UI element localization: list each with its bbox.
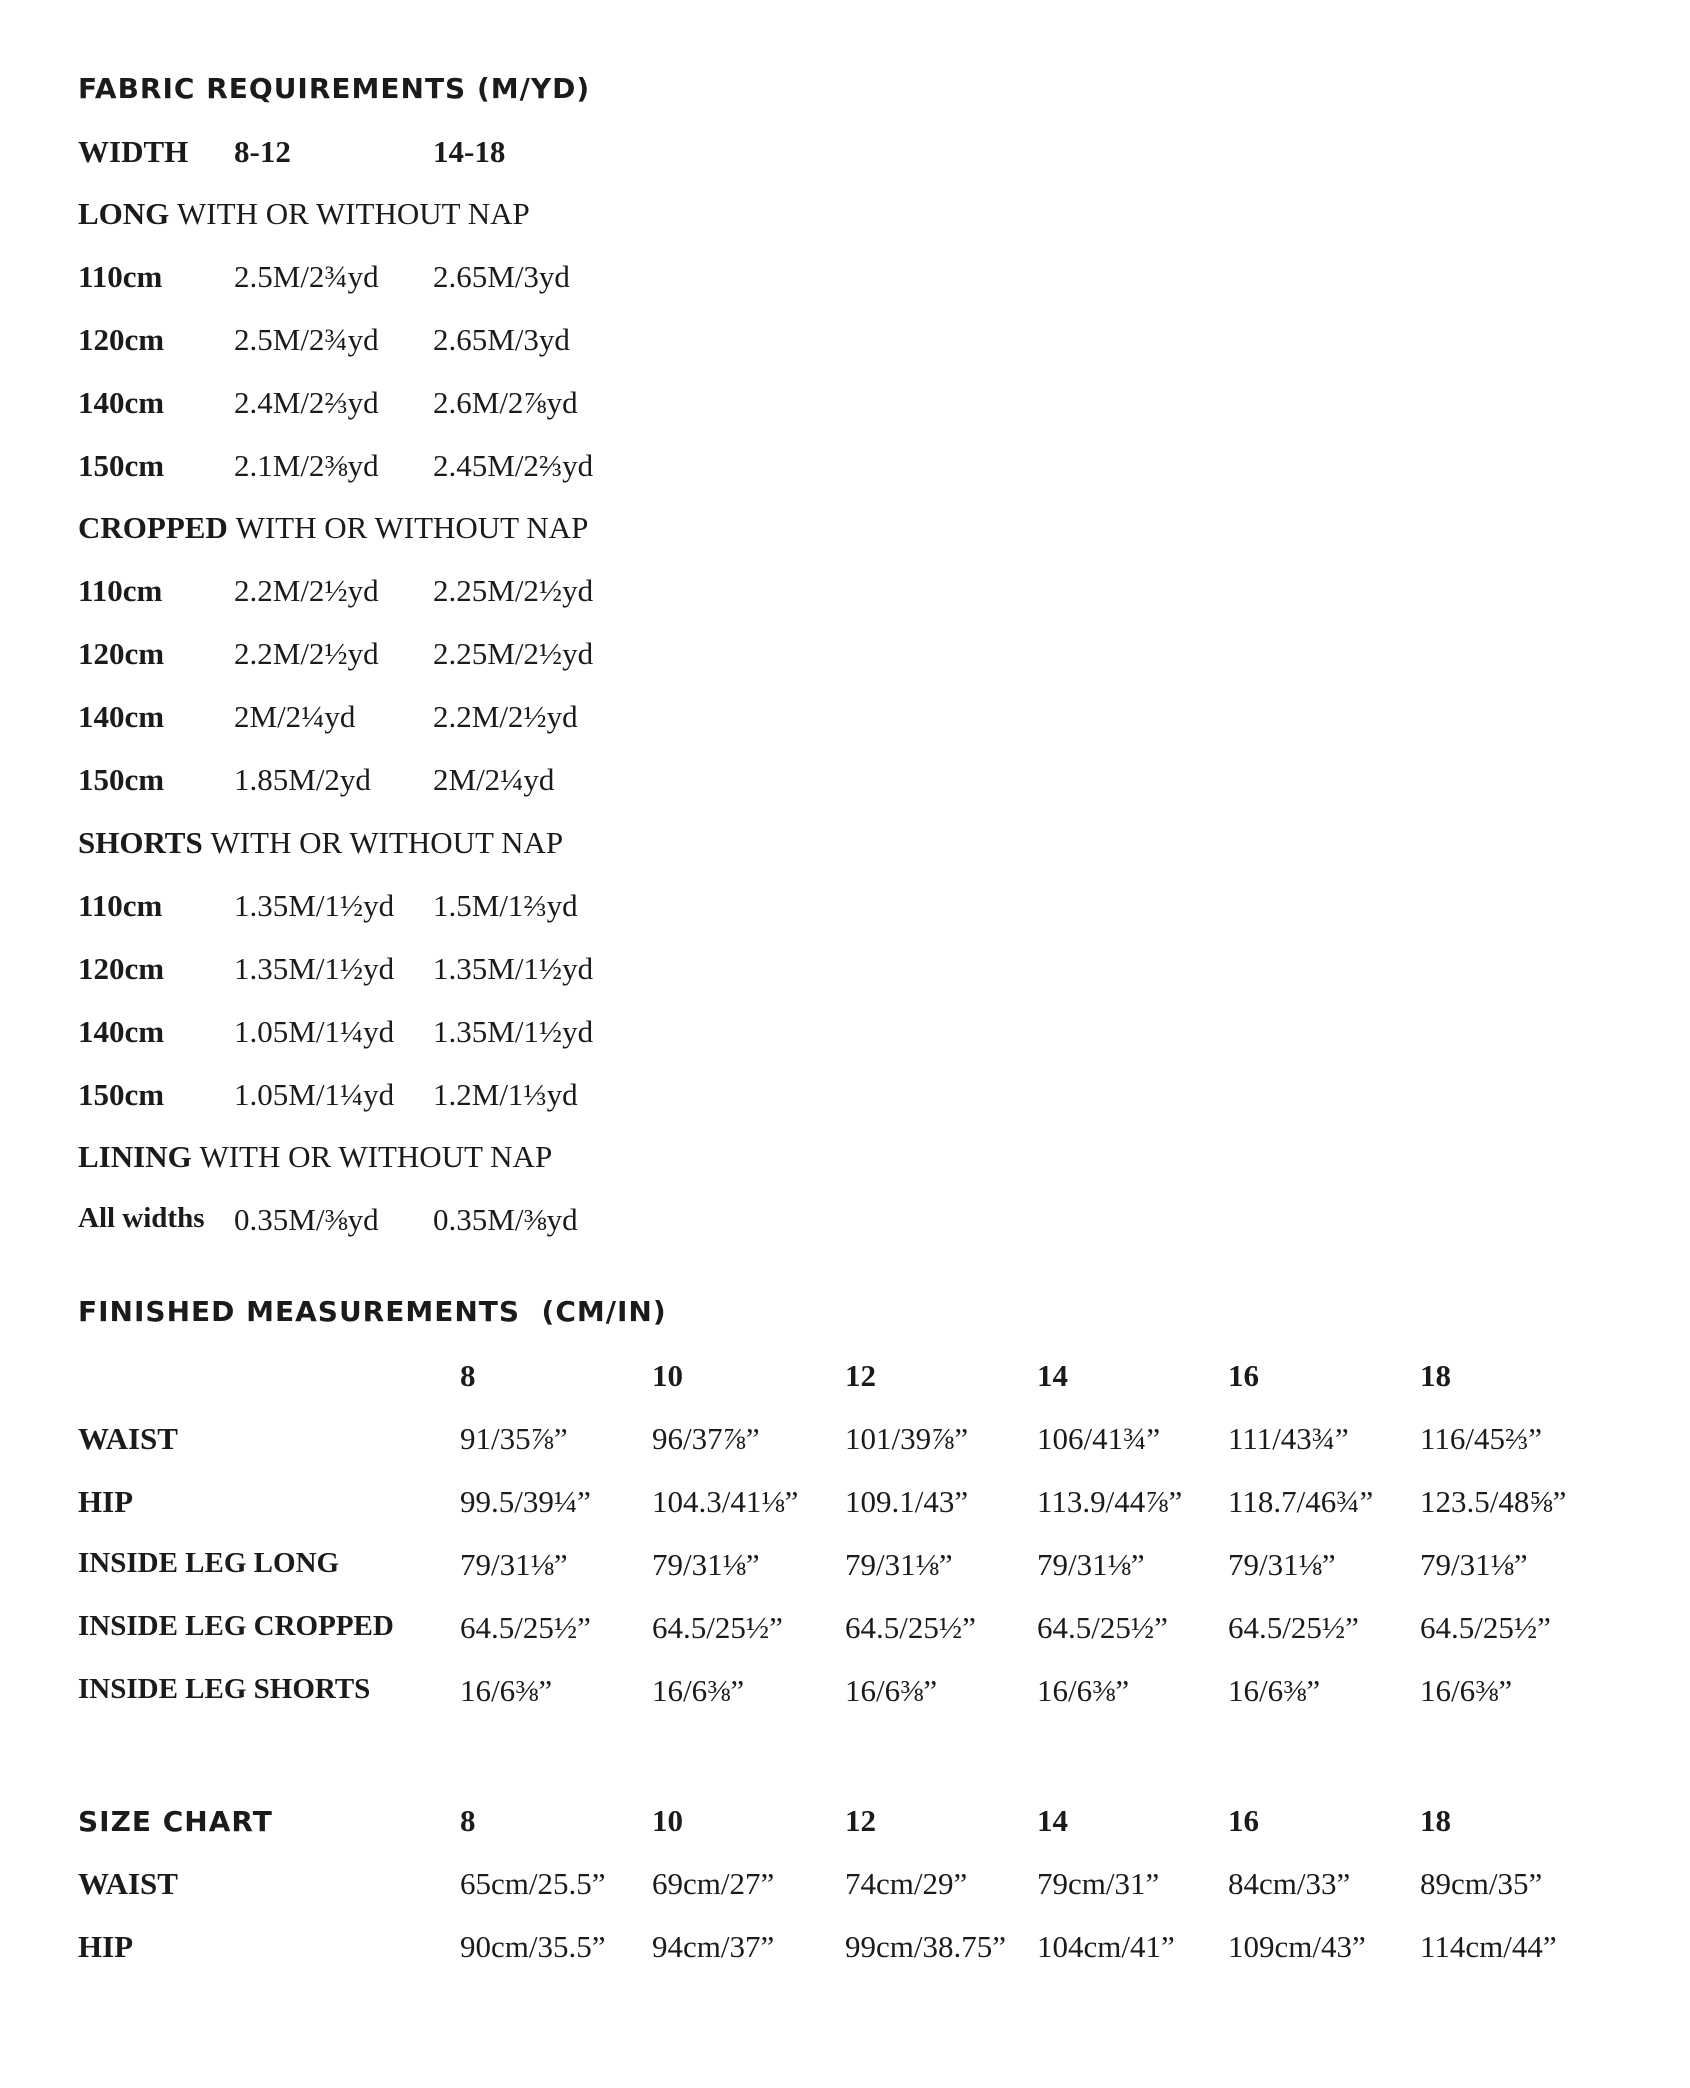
fabric-amount-8-12: 2.2M/2½yd — [234, 573, 379, 608]
measurement-value: 116/45⅔” — [1420, 1421, 1542, 1456]
fabric-amount-14-18: 0.35M/⅜yd — [433, 1202, 578, 1237]
fabric-row — [0, 259, 1690, 299]
size-header: 18 — [1420, 1358, 1451, 1393]
measurement-value: 79/31⅛” — [845, 1547, 953, 1582]
fabric-width: 120cm — [78, 636, 165, 671]
size-chart-value: 99cm/38.75” — [845, 1929, 1006, 1964]
measurement-value: 64.5/25½” — [460, 1610, 591, 1645]
measurement-value: 16/6⅜” — [652, 1673, 745, 1708]
measurement-label: INSIDE LEG SHORTS — [78, 1673, 371, 1705]
size-header: 14 — [1037, 1358, 1068, 1393]
size-header: 10 — [652, 1358, 683, 1393]
measurement-value: 91/35⅞” — [460, 1421, 568, 1456]
size-chart-label: HIP — [78, 1929, 134, 1964]
section-note: WITH OR WITHOUT NAP — [177, 196, 530, 231]
size-chart-value: 65cm/25.5” — [460, 1866, 606, 1901]
measurement-label: INSIDE LEG CROPPED — [78, 1610, 394, 1642]
section-name: SHORTS — [78, 825, 203, 860]
measurement-value: 123.5/48⅝” — [1420, 1484, 1567, 1519]
measurement-row — [0, 1673, 1690, 1713]
section-note: WITH OR WITHOUT NAP — [199, 1139, 553, 1174]
fabric-row — [0, 573, 1690, 613]
measurement-row — [0, 1421, 1690, 1461]
size-chart-title: SIZE CHART — [78, 1805, 273, 1838]
size-header: 12 — [845, 1358, 876, 1393]
finished-measurements-title: FINISHED MEASUREMENTS (CM/IN) — [78, 1295, 667, 1328]
fabric-row — [0, 762, 1690, 802]
fabric-row — [0, 448, 1690, 488]
fabric-width: 150cm — [78, 1077, 165, 1112]
fabric-amount-14-18: 1.35M/1½yd — [433, 1014, 594, 1049]
measurement-row — [0, 1610, 1690, 1650]
size-header: 16 — [1228, 1803, 1259, 1838]
fabric-amount-14-18: 2M/2¼yd — [433, 762, 555, 797]
fabric-amount-8-12: 2.5M/2¾yd — [234, 259, 379, 294]
measurement-value: 64.5/25½” — [1228, 1610, 1359, 1645]
measurement-value: 106/41¾” — [1037, 1421, 1161, 1456]
measurement-value: 16/6⅜” — [845, 1673, 938, 1708]
finished-size-header-row — [0, 1358, 1690, 1398]
fabric-amount-14-18: 2.45M/2⅔yd — [433, 448, 594, 483]
fabric-width: 140cm — [78, 1014, 165, 1049]
fabric-width: 150cm — [78, 448, 165, 483]
measurement-value: 118.7/46¾” — [1228, 1484, 1374, 1519]
fabric-row — [0, 699, 1690, 739]
fabric-row — [0, 1014, 1690, 1054]
section-heading-lining — [0, 1139, 1690, 1179]
measurement-value: 64.5/25½” — [845, 1610, 976, 1645]
size-header: 10 — [652, 1803, 683, 1838]
section-note: WITH OR WITHOUT NAP — [235, 510, 589, 545]
fabric-width: 120cm — [78, 322, 165, 357]
size-header: 14 — [1037, 1803, 1068, 1838]
fabric-width: 110cm — [78, 888, 163, 923]
size-chart-value: 104cm/41” — [1037, 1929, 1175, 1964]
section-name: LINING — [78, 1139, 192, 1174]
size-chart-value: 79cm/31” — [1037, 1866, 1160, 1901]
width-label: WIDTH — [78, 134, 189, 169]
fabric-amount-8-12: 0.35M/⅜yd — [234, 1202, 379, 1237]
size-chart-value: 69cm/27” — [652, 1866, 775, 1901]
size-range-8-12: 8-12 — [234, 134, 291, 169]
measurement-value: 64.5/25½” — [1420, 1610, 1551, 1645]
fabric-amount-8-12: 2.2M/2½yd — [234, 636, 379, 671]
measurement-value: 79/31⅛” — [1420, 1547, 1528, 1582]
measurement-value: 99.5/39¼” — [460, 1484, 591, 1519]
fabric-width: All widths — [78, 1202, 205, 1234]
measurement-value: 64.5/25½” — [1037, 1610, 1168, 1645]
measurement-value: 64.5/25½” — [652, 1610, 783, 1645]
measurement-label: INSIDE LEG LONG — [78, 1547, 340, 1579]
measurement-value: 113.9/44⅞” — [1037, 1484, 1183, 1519]
measurement-value: 101/39⅞” — [845, 1421, 969, 1456]
fabric-amount-8-12: 2M/2¼yd — [234, 699, 356, 734]
fabric-width: 140cm — [78, 385, 165, 420]
measurement-label: WAIST — [78, 1421, 178, 1456]
fabric-width: 110cm — [78, 259, 163, 294]
measurement-value: 79/31⅛” — [1037, 1547, 1145, 1582]
measurement-value: 16/6⅜” — [1037, 1673, 1130, 1708]
measurement-label: HIP — [78, 1484, 134, 1519]
measurement-value: 16/6⅜” — [460, 1673, 553, 1708]
measurement-value: 111/43¾” — [1228, 1421, 1349, 1456]
fabric-width: 120cm — [78, 951, 165, 986]
fabric-amount-14-18: 2.25M/2½yd — [433, 636, 594, 671]
size-header: 16 — [1228, 1358, 1259, 1393]
measurement-value: 79/31⅛” — [652, 1547, 760, 1582]
size-header: 18 — [1420, 1803, 1451, 1838]
measurement-value: 109.1/43” — [845, 1484, 969, 1519]
fabric-amount-14-18: 2.2M/2½yd — [433, 699, 578, 734]
measurement-value: 16/6⅜” — [1420, 1673, 1513, 1708]
fabric-amount-8-12: 1.35M/1½yd — [234, 951, 395, 986]
size-chart-header-row — [0, 1803, 1690, 1843]
size-chart-label: WAIST — [78, 1866, 178, 1901]
fabric-row — [0, 385, 1690, 425]
fabric-amount-8-12: 2.1M/2⅜yd — [234, 448, 379, 483]
measurement-row — [0, 1547, 1690, 1587]
fabric-amount-8-12: 1.85M/2yd — [234, 762, 371, 797]
size-range-14-18: 14-18 — [433, 134, 506, 169]
section-heading-cropped — [0, 510, 1690, 550]
size-chart-value: 84cm/33” — [1228, 1866, 1351, 1901]
fabric-amount-14-18: 1.2M/1⅓yd — [433, 1077, 578, 1112]
fabric-amount-14-18: 2.65M/3yd — [433, 322, 570, 357]
measurement-value: 79/31⅛” — [460, 1547, 568, 1582]
size-chart-row — [0, 1929, 1690, 1969]
fabric-requirements-title: FABRIC REQUIREMENTS (M/YD) — [78, 72, 591, 105]
fabric-row — [0, 951, 1690, 991]
size-chart-value: 89cm/35” — [1420, 1866, 1543, 1901]
fabric-width: 150cm — [78, 762, 165, 797]
fabric-row — [0, 322, 1690, 362]
size-chart-row — [0, 1866, 1690, 1906]
size-chart-value: 74cm/29” — [845, 1866, 968, 1901]
measurement-value: 79/31⅛” — [1228, 1547, 1336, 1582]
size-chart-value: 109cm/43” — [1228, 1929, 1366, 1964]
fabric-row — [0, 1077, 1690, 1117]
size-chart-value: 90cm/35.5” — [460, 1929, 606, 1964]
section-heading-long — [0, 196, 1690, 236]
fabric-amount-8-12: 1.35M/1½yd — [234, 888, 395, 923]
section-name: CROPPED — [78, 510, 228, 545]
fabric-row — [0, 888, 1690, 928]
width-header-row — [0, 134, 1690, 174]
measurement-value: 96/37⅞” — [652, 1421, 760, 1456]
section-name: LONG — [78, 196, 170, 231]
fabric-amount-8-12: 1.05M/1¼yd — [234, 1014, 395, 1049]
fabric-amount-8-12: 2.4M/2⅔yd — [234, 385, 379, 420]
measurement-value: 16/6⅜” — [1228, 1673, 1321, 1708]
fabric-amount-14-18: 1.5M/1⅔yd — [433, 888, 578, 923]
fabric-width: 110cm — [78, 573, 163, 608]
size-chart-value: 94cm/37” — [652, 1929, 775, 1964]
fabric-amount-14-18: 1.35M/1½yd — [433, 951, 594, 986]
fabric-amount-14-18: 2.65M/3yd — [433, 259, 570, 294]
size-header: 8 — [460, 1358, 476, 1393]
size-header: 8 — [460, 1803, 476, 1838]
measurement-row — [0, 1484, 1690, 1524]
fabric-row — [0, 1202, 1690, 1242]
fabric-row — [0, 636, 1690, 676]
section-note: WITH OR WITHOUT NAP — [210, 825, 564, 860]
fabric-amount-14-18: 2.25M/2½yd — [433, 573, 594, 608]
section-heading-shorts — [0, 825, 1690, 865]
fabric-amount-8-12: 1.05M/1¼yd — [234, 1077, 395, 1112]
size-header: 12 — [845, 1803, 876, 1838]
measurement-value: 104.3/41⅛” — [652, 1484, 799, 1519]
fabric-amount-14-18: 2.6M/2⅞yd — [433, 385, 578, 420]
size-chart-value: 114cm/44” — [1420, 1929, 1557, 1964]
fabric-amount-8-12: 2.5M/2¾yd — [234, 322, 379, 357]
fabric-width: 140cm — [78, 699, 165, 734]
